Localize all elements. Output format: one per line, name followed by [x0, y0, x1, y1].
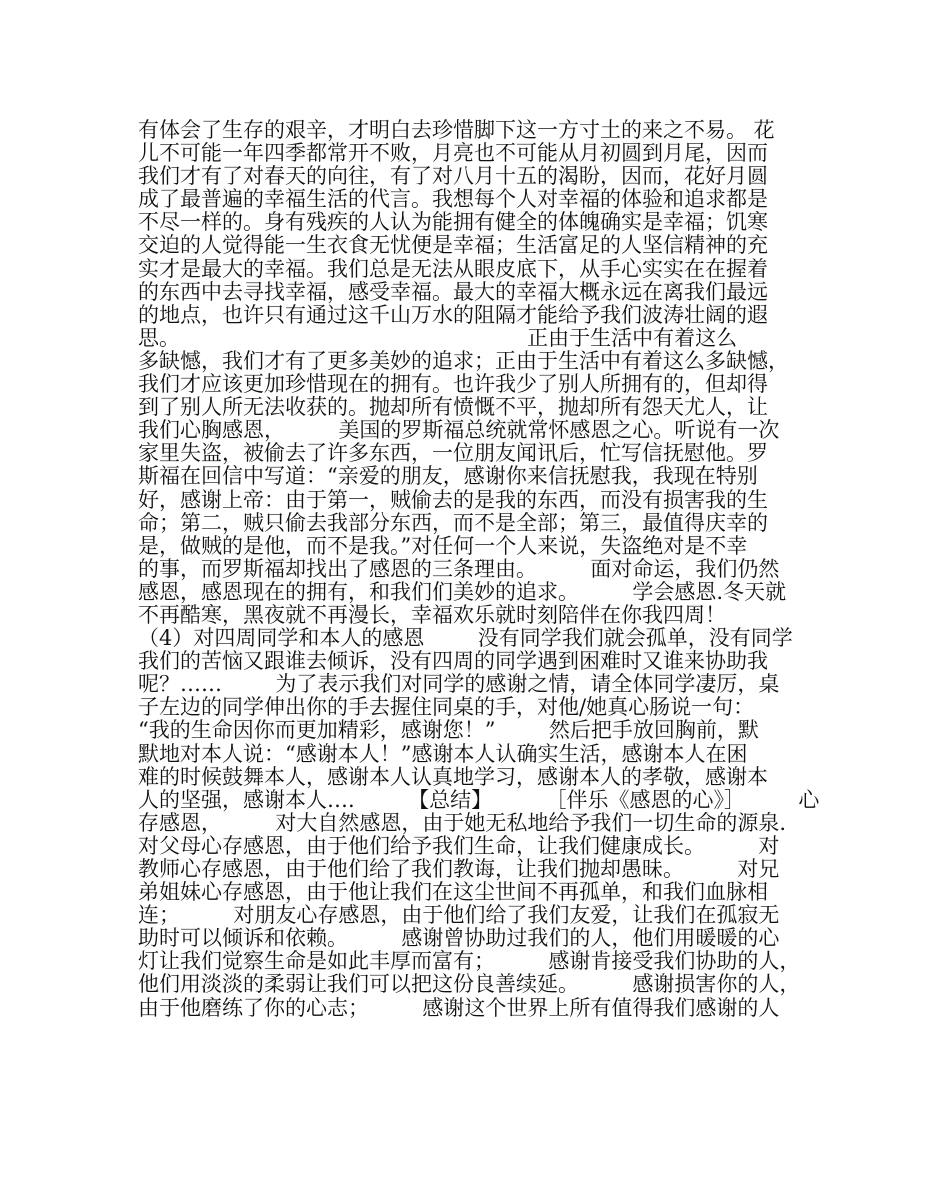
text-line: 由于他磨练了你的心志； 感谢这个世界上所有值得我们感谢的人: [138, 995, 780, 1020]
text-line: 实才是最大的幸福。我们总是无法从眼皮底下，从手心实实在在握着: [138, 256, 768, 281]
text-line: 好，感谢上帝：由于第一，贼偷去的是我的东西，而没有损害我的生: [138, 487, 768, 512]
text-line: （4）对四周同学和本人的感恩 没有同学我们就会孤单，没有同学: [138, 626, 793, 651]
text-line: 人的坚强，感谢本人…. 【总结】 ［伴乐《感恩的心》］ 心: [138, 787, 820, 812]
text-line: 的地点，也许只有通过这千山万水的阻隔才能给予我们波涛壮阔的遐: [138, 302, 768, 327]
text-line: 默地对本人说：“感谢本人！”感谢本人认确实生活，感谢本人在困: [138, 741, 748, 766]
text-line: 灯让我们觉察生命是如此丰厚而富有； 感谢肯接受我们协助的人，: [138, 949, 801, 974]
text-line: 弟姐妹心存感恩，由于他让我们在这尘世间不再孤单，和我们血脉相: [138, 880, 768, 905]
text-line: 交迫的人觉得能一生衣食无忧便是幸福；生活富足的人坚信精神的充: [138, 233, 768, 258]
text-line: 命；第二，贼只偷去我部分东西，而不是全部；第三，最值得庆幸的: [138, 510, 768, 535]
text-line: 成了最普遍的幸福生活的代言。我想每个人对幸福的体验和追求都是: [138, 187, 768, 212]
text-line: 子左边的同学伸出你的手去握住同桌的手，对他/她真心肠说一句：: [138, 695, 755, 720]
text-line: 家里失盗，被偷去了许多东西，一位朋友闻讯后，忙写信抚慰他。罗: [138, 441, 768, 466]
text-line: 的事，而罗斯福却找出了感恩的三条理由。 面对命运，我们仍然: [138, 556, 780, 581]
text-line: 我们心胸感恩， 美国的罗斯福总统就常怀感恩之心。听说有一次: [138, 418, 780, 443]
text-line: 助时可以倾诉和依赖。 感谢曾协助过我们的人，他们用暖暖的心: [138, 926, 780, 951]
text-line: 儿不可能一年四季都常开不败，月亮也不可能从月初圆到月尾，因而: [138, 141, 768, 166]
text-line: 我们的苦恼又跟谁去倾诉，没有四周的同学遇到困难时又谁来协助我: [138, 649, 768, 674]
text-line: 到了别人所无法收获的。抛却所有愤慨不平，抛却所有怨天尤人，让: [138, 395, 768, 420]
text-line: 有体会了生存的艰辛，才明白去珍惜脚下这一方寸土的来之不易。 花: [138, 118, 775, 142]
text-line: 的东西中去寻找幸福，感受幸福。最大的幸福大概永远在离我们最远: [138, 279, 768, 304]
text-line: 多缺憾，我们才有了更多美妙的追求；正由于生活中有着这么多缺憾，: [138, 348, 789, 373]
text-line: “我的生命因你而更加精彩，感谢您！” 然后把手放回胸前，默: [138, 718, 759, 743]
body-text: [138, 119, 828, 1020]
text-line: 我们才应该更加珍惜现在的拥有。也许我少了别人所拥有的，但却得: [138, 372, 768, 397]
text-line: 教师心存感恩，由于他们给了我们教诲，让我们抛却愚昧。 对兄: [138, 857, 780, 881]
text-line: 连； 对朋友心存感恩，由于他们给了我们友爱，让我们在孤寂无: [138, 903, 780, 928]
text-line: 思。 正由于生活中有着这么: [138, 325, 738, 350]
text-line: 难的时候鼓舞本人，感谢本人认真地学习，感谢本人的孝敬，感谢本: [138, 764, 768, 789]
text-line: 是，做贼的是他，而不是我。”对任何一个人来说，失盗绝对是不幸: [138, 533, 748, 558]
text-line: 斯福在回信中写道：“亲爱的朋友，感谢你来信抚慰我，我现在特别: [138, 464, 758, 489]
text-line: 不尽一样的。身有残疾的人认为能拥有健全的体魄确实是幸福；饥寒: [138, 210, 768, 235]
text-line: 他们用淡淡的柔弱让我们可以把这份良善续延。 感谢损害你的人，: [138, 972, 801, 997]
text-line: 存感恩， 对大自然感恩，由于她无私地给予我们一切生命的源泉.: [138, 810, 787, 835]
text-line: 呢？…… 为了表示我们对同学的感谢之情，请全体同学凄厉，桌: [138, 672, 780, 697]
text-line: 对父母心存感恩，由于他们给予我们生命，让我们健康成长。 对: [138, 833, 780, 858]
text-line: 感恩，感恩现在的拥有，和我们们美妙的追求。 学会感恩.冬天就: [138, 579, 787, 604]
text-line: 不再酷寒，黑夜就不再漫长，幸福欢乐就时刻陪伴在你我四周！: [138, 602, 726, 627]
text-line: 我们才有了对春天的向往，有了对八月十五的渴盼，因而，花好月圆: [138, 164, 768, 189]
